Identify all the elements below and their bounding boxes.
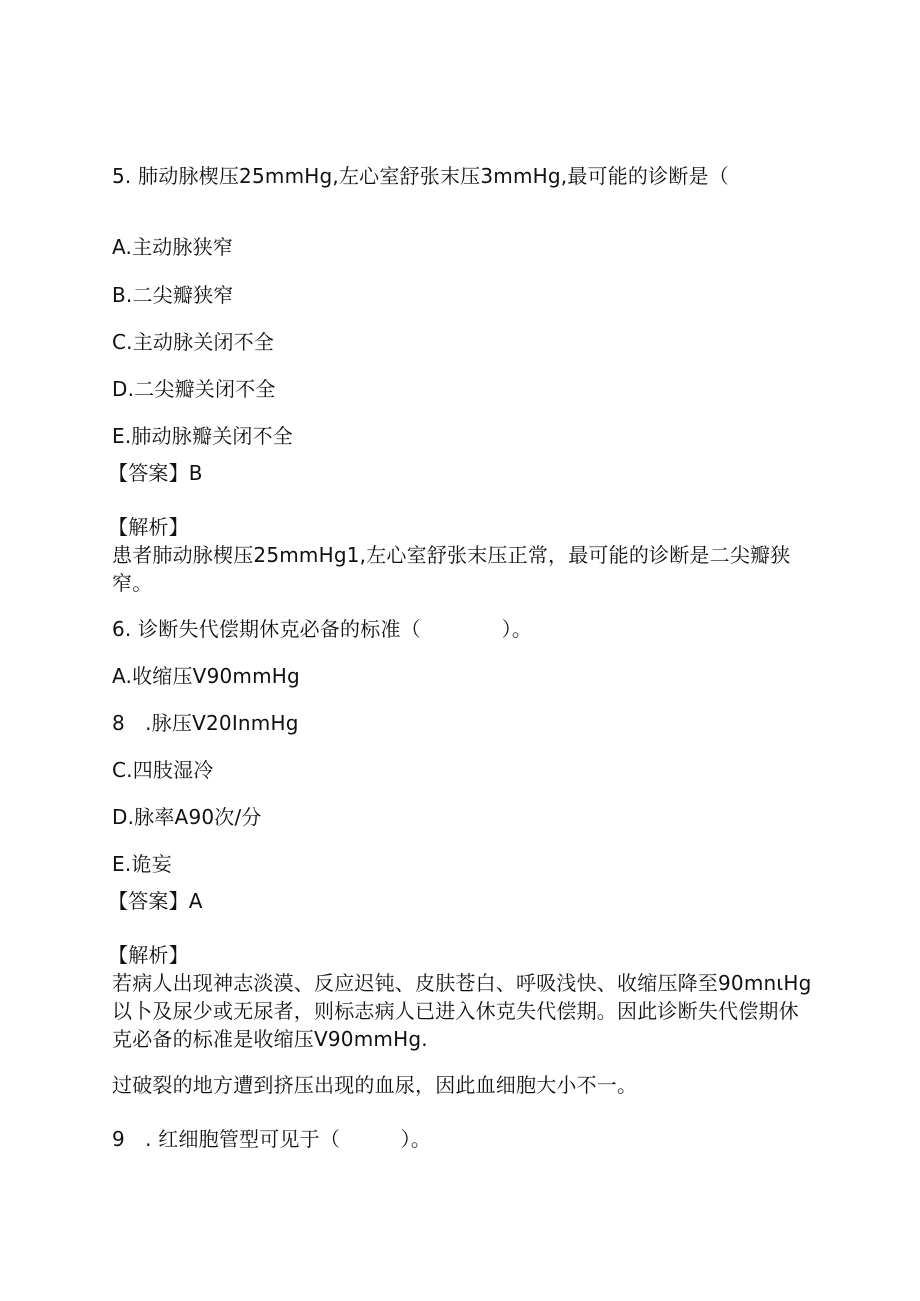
q6-analysis-label: 【解析】 — [108, 943, 189, 967]
q6-answer: 【答案】A — [108, 889, 203, 913]
q5-option-a: A.主动脉狭窄 — [112, 235, 234, 259]
q5-answer: 【答案】B — [108, 461, 203, 485]
q5-option-b: B.二尖瓣狭窄 — [112, 283, 234, 307]
q5-option-e: E.肺动脉瓣关闭不全 — [112, 424, 293, 448]
q5-analysis-text: 患者肺动脉楔压25mmHg1,左心室舒张末压正常，最可能的诊断是二尖瓣狭窄。 — [112, 543, 791, 595]
q6-option-b: 8 .脉压V20InmHg — [112, 711, 299, 735]
q6-option-a: A.收缩压V90mmHg — [112, 664, 300, 688]
question-6: 6. 诊断失代偿期休克必备的标准（ ）。 — [112, 617, 533, 641]
q5-option-c: C.主动脉关闭不全 — [112, 330, 275, 354]
q6-option-d: D.脉率A90次/分 — [112, 805, 262, 829]
q6-option-c: C.四肢湿冷 — [112, 758, 214, 782]
q5-analysis-label: 【解析】 — [108, 515, 189, 539]
q6-analysis-text: 若病人出现神志淡漠、反应迟钝、皮肤苍白、呼吸浅快、收缩压降至90mnιHg以卜及尿少或无尿者，则标志病人已进入休克失代偿期。因此诊断失代偿期休克必备的标准是收缩压V90mmHg. — [112, 971, 812, 1051]
q6-option-e: E.诡妄 — [112, 852, 172, 876]
text-fragment: 过破裂的地方遭到挤压出现的血尿，因此血细胞大小不一。 — [112, 1073, 638, 1097]
question-9: 9 . 红细胞管型可见于（ ）。 — [112, 1127, 432, 1151]
q5-option-d: D.二尖瓣关闭不全 — [112, 377, 276, 401]
question-5: 5. 肺动脉楔压25mmHg,左心室舒张末压3mmHg,最可能的诊断是（ — [112, 164, 729, 188]
